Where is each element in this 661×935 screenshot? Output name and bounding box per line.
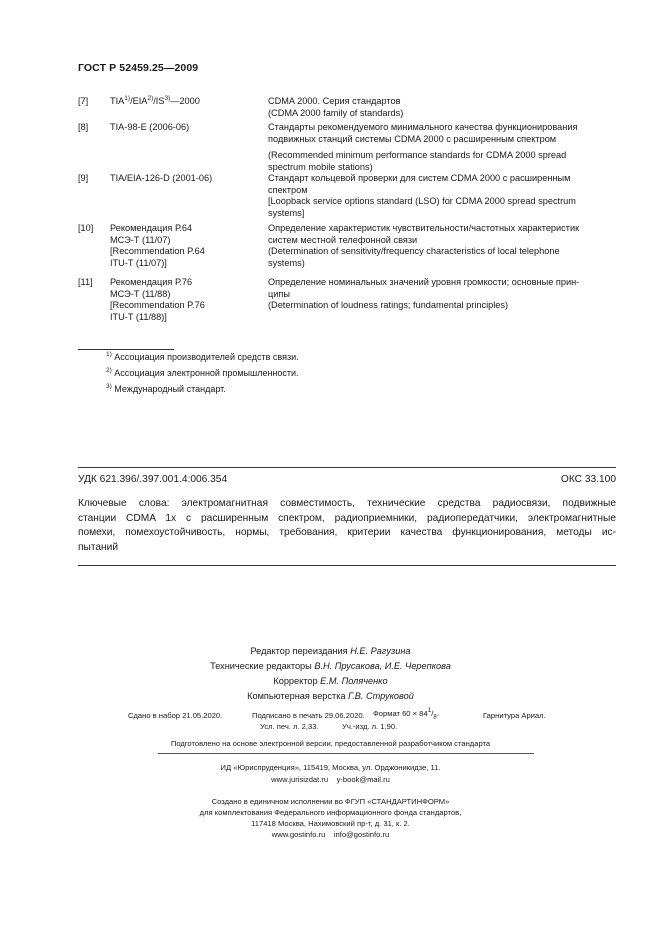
footnote-2: $^{2)}$ Ассоциация электронной промышленности. bbox=[106, 367, 299, 378]
reference-standard: Рекомендация Р.76 МСЭ-Т (11/88) [Recommendation P.76 ITU-T (11/88)] bbox=[110, 277, 205, 322]
reference-number: [8] bbox=[78, 122, 89, 132]
signed-date: Подписано в печать 29.06.2020. bbox=[252, 711, 365, 720]
submitted-date: Сдано в набор 21.05.2020. bbox=[128, 711, 223, 720]
oks-code: ОКС 33.100 bbox=[560, 474, 616, 485]
reference-number: [9] bbox=[78, 173, 89, 183]
footnote-3: $^{3)}$ Международный стандарт. bbox=[106, 383, 226, 394]
reference-number: [10] bbox=[78, 223, 94, 233]
edition-sheets: Уч.-изд. л. 1,90. bbox=[342, 722, 398, 731]
reference-description: Стандарты рекомендуемого минимального качества функционирования подвижных станций системы CDMA 2000 с расширенным спектром (Recommended minimum performance standards for CDMA 2000 spread spectrum mobile stations) bbox=[268, 122, 578, 172]
footnote-1: $^{1)}$ Ассоциация производителей средств связи. bbox=[106, 351, 299, 362]
tech-editors-credit: Технические редакторы В.Н. Прусакова, И.Е. Черепкова bbox=[210, 661, 451, 671]
producer-line-2: для комплектования Федерального информационного фонда стандартов, bbox=[199, 808, 462, 817]
reference-standard: TIA$^{1)}$/EIA$^{2)}$/IS$^{3)}$—2000 bbox=[110, 95, 200, 106]
publisher-address: ИД «Юриспруденция», 115419, Москва, ул. Орджоникидзе, 11. bbox=[220, 763, 441, 772]
reference-description: Стандарт кольцевой проверки для систем CDMA 2000 с расширенным спектром [Loopback service options standard (LSO) for CDMA 2000 spread spectrum systems] bbox=[268, 173, 576, 218]
footnote-divider bbox=[78, 349, 174, 350]
printed-sheets: Усл. печ. л. 2,33. bbox=[260, 722, 319, 731]
reference-standard: TIA/EIA-126-D (2001-06) bbox=[110, 173, 213, 183]
producer-line-3: 117418 Москва, Нахимовский пр-т, д. 31, к. 2. bbox=[251, 819, 410, 828]
producer-line-1: Создано в единичном исполнении во ФГУП «СТАНДАРТИНФОРМ» bbox=[211, 797, 450, 806]
reference-description: CDMA 2000. Серия стандартов (CDMA 2000 family of standards) bbox=[268, 96, 404, 118]
reference-number: [7] bbox=[78, 96, 89, 106]
reference-description: Определение номинальных значений уровня громкости; основные прин- ципы (Determination of loudness ratings; fundamental principles) bbox=[268, 277, 580, 311]
keywords-bottom-rule bbox=[78, 565, 616, 566]
corrector-credit: Корректор Е.М. Поляченко bbox=[273, 676, 388, 686]
document-header: ГОСТ Р 52459.25—2009 bbox=[78, 62, 199, 74]
publisher-contacts: www.jurisizdat.ru y-book@mail.ru bbox=[271, 775, 390, 784]
print-info-divider bbox=[158, 753, 534, 754]
layout-credit: Компьютерная верстка Г.В. Струковой bbox=[247, 691, 414, 701]
keywords: Ключевые слова: электромагнитная совместимость, технические средства радиосвязи, подвижные станции CDMA 1x с расширенным спектром, радиоприемники, радиопередатчики, электромагнитные помехи, помехоустойчивость, нормы, требования, критерии качества функционирования, методы ис- пытаний bbox=[78, 498, 616, 553]
prepared-note: Подготовлено на основе электронной версии, предоставленной разработчиком стандарта bbox=[170, 739, 491, 748]
paper-format: Формат $60 \times 84^1/_8$. bbox=[373, 707, 439, 721]
reference-description: Определение характеристик чувствительности/частотных характеристик систем местной телефонной связи (Determination of sensitivity/frequency characteristics of local telephone systems) bbox=[268, 223, 580, 268]
udk-code: УДК 621.396/.397.001.4:006.354 bbox=[78, 474, 228, 485]
producer-contacts: www.gostinfo.ru info@gostinfo.ru bbox=[271, 830, 390, 839]
reference-standard: TIA-98-E (2006-06) bbox=[110, 122, 190, 132]
reference-number: [11] bbox=[78, 277, 93, 287]
reference-standard: Рекомендация Р.64 МСЭ-Т (11/07) [Recommendation P.64 ITU-T (11/07)] bbox=[110, 223, 205, 268]
editor-credit: Редактор переиздания Н.Е. Рагузина bbox=[250, 646, 411, 656]
typeface: Гарнитура Ариал. bbox=[483, 711, 546, 720]
classification-top-rule bbox=[78, 467, 616, 468]
